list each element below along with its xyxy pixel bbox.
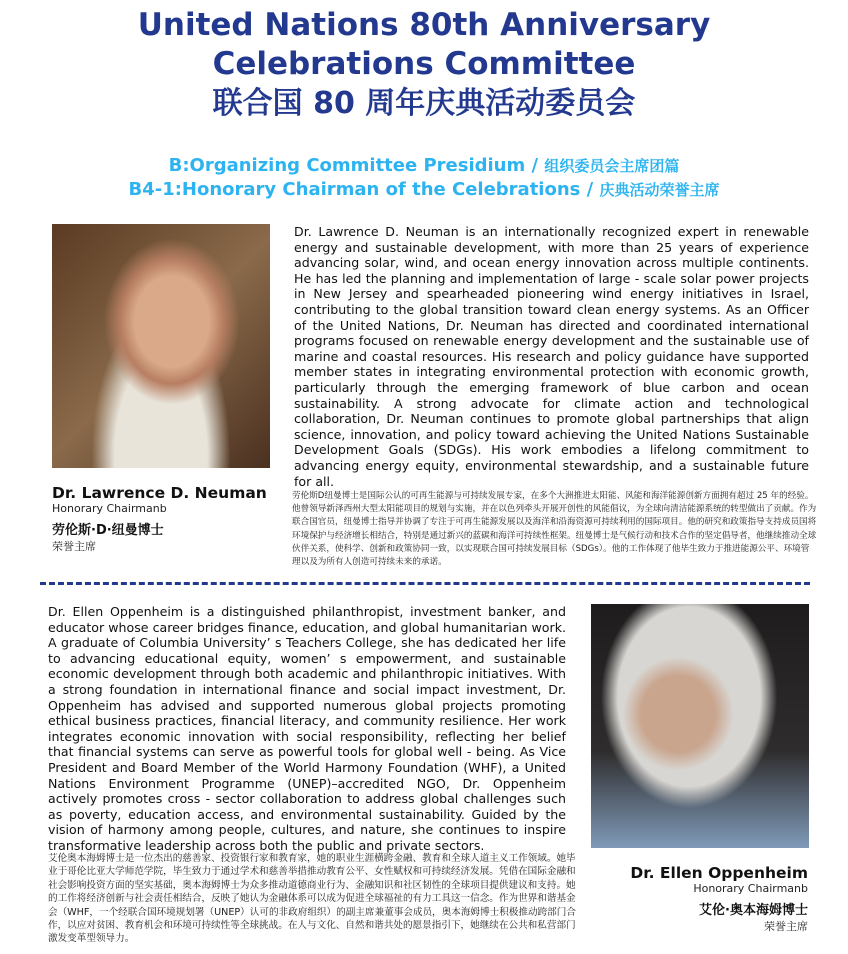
title-en-line1: United Nations 80th Anniversary — [137, 7, 711, 43]
bio-zh-neuman: 劳伦斯D纽曼博士是国际公认的可再生能源与可持续发展专家，在多个大洲推进太阳能、风能和海洋能源创新方面拥有超过 25 年的经验。他曾领导新泽西州大型太阳能项目的规划与实施，并在以色列牵头开展开创性的风能倡议，为全球向清洁能源系统的转型做出了贡献。作为联合国官员，纽曼博士指导并协调了专注于可再生能源发展以及海洋和沿海资源可持续利用的国际项目。他的研究和政策指导支持成员国将环境保护与经济增长相结合，特别是通过新兴的蓝碳和海洋可持续性框架。纽曼博士是气候行动和技术合作的坚定倡导者，他继续推动全球伙伴关系，使科学、创新和政策协同一致，以实现联合国可持续发展目标（SDGs）。他的工作体现了他毕生致力于推进能源公平、环境管理以及为所有人创造可持续未来的承诺。 — [292, 491, 817, 568]
section-divider — [40, 582, 810, 585]
name-zh: 艾伦·奥本海姆博士 — [699, 903, 808, 918]
portrait-photo-neuman — [52, 224, 270, 468]
name-en: Dr. Ellen Oppenheim — [630, 864, 808, 882]
section-heading — [0, 154, 848, 202]
role-en: Honorary Chairmanb — [693, 882, 808, 895]
name-block-neuman — [52, 484, 267, 554]
subsection-en: B4-1:Honorary Chairman of the Celebrations — [128, 179, 581, 200]
section-en: B:Organizing Committee Presidium — [168, 155, 526, 176]
name-zh: 劳伦斯·D·纽曼博士 — [52, 523, 164, 538]
bio-en-neuman: Dr. Lawrence D. Neuman is an internationally recognized expert in renewable energy and sustainable development, with more than 25 years of experience advancing solar, wind, and ocean energy innovation across multiple continents. He has led the planning and implementation of large - scale solar power projects in New Jersey and spearheaded pioneering wind energy initiatives in Israel, contributing to the global transition toward clean energy systems. As an Officer of the United Nations, Dr. Neuman has directed and coordinated international programs focused on renewable energy development and the sustainable use of marine and coastal resources. His research and policy guidance have supported member states in integrating environmental protection with economic growth, particularly through the emerging framework of blue carbon and ocean sustainability. A strong advocate for climate action and technological collaboration, Dr. Neuman continues to promote global partnerships that align science, innovation, and policy toward achieving the United Nations Sustainable Development Goals (SDGs). His work embodies a lifelong commitment to advancing energy equity, environmental stewardship, and a sustainable future for all. — [294, 224, 809, 489]
title-en-line2: Celebrations Committee — [212, 46, 636, 82]
separator: / — [580, 179, 600, 200]
title-zh: 联合国 80 周年庆典活动委员会 — [212, 86, 636, 121]
page-title — [0, 6, 848, 123]
name-block-oppenheim — [630, 864, 808, 934]
role-en: Honorary Chairmanb — [52, 502, 167, 515]
portrait-photo-oppenheim — [591, 604, 809, 848]
separator: / — [525, 155, 545, 176]
name-en: Dr. Lawrence D. Neuman — [52, 484, 267, 502]
section-zh: 组织委员会主席团篇 — [544, 157, 680, 175]
subsection-zh: 庆典活动荣誉主席 — [599, 181, 720, 199]
bio-en-oppenheim: Dr. Ellen Oppenheim is a distinguished philanthropist, investment banker, and educator whose career bridges finance, education, and global humanitarian work. A graduate of Columbia University’ s Teachers College, she has dedicated her life to advancing educational equity, women’ s empowerment, and sustainable economic development through both academic and philanthropic initiatives. With a strong foundation in international finance and social impact investment, Dr. Oppenheim has advised and supported numerous global projects promoting ethical business practices, financial literacy, and community resilience. Her work integrates economic innovation with social responsibility, reflecting her belief that financial systems can serve as powerful tools for global well - being. As Vice President and Board Member of the World Harmony Foundation (WHF), a United Nations Environment Programme (UNEP)–accredited NGO, Dr. Oppenheim actively promotes cross - sector collaboration to address global challenges such as poverty, education access, and environmental sustainability. Guided by the vision of harmony among people, cultures, and nature, she continues to inspire transformative leadership across both the public and private sectors. — [48, 604, 566, 853]
role-zh: 荣誉主席 — [764, 920, 808, 933]
bio-zh-oppenheim: 艾伦奥本海姆博士是一位杰出的慈善家、投资银行家和教育家，她的职业生涯横跨金融、教育和全球人道主义工作领域。她毕业于哥伦比亚大学师范学院，毕生致力于通过学术和慈善举措推动教育公平、女性赋权和可持续经济发展。凭借在国际金融和社会影响投资方面的坚实基础，奥本海姆博士为众多推动道德商业行为、金融知识和社区韧性的全球项目提供建议和支持。她的工作将经济创新与社会责任相结合，反映了她认为金融体系可以成为促进全球福祉的有力工具这一信念。作为世界和谐基金会（WHF，一个经联合国环境规划署（UNEP）认可的非政府组织）的副主席兼董事会成员，奥本海姆博士积极推动跨部门合作，以应对贫困、教育机会和环境可持续性等全球挑战。在人与文化、自然和谐共处的愿景指引下，她继续在公共和私营部门激发变革型领导力。 — [48, 853, 576, 945]
role-zh: 荣誉主席 — [52, 540, 96, 553]
